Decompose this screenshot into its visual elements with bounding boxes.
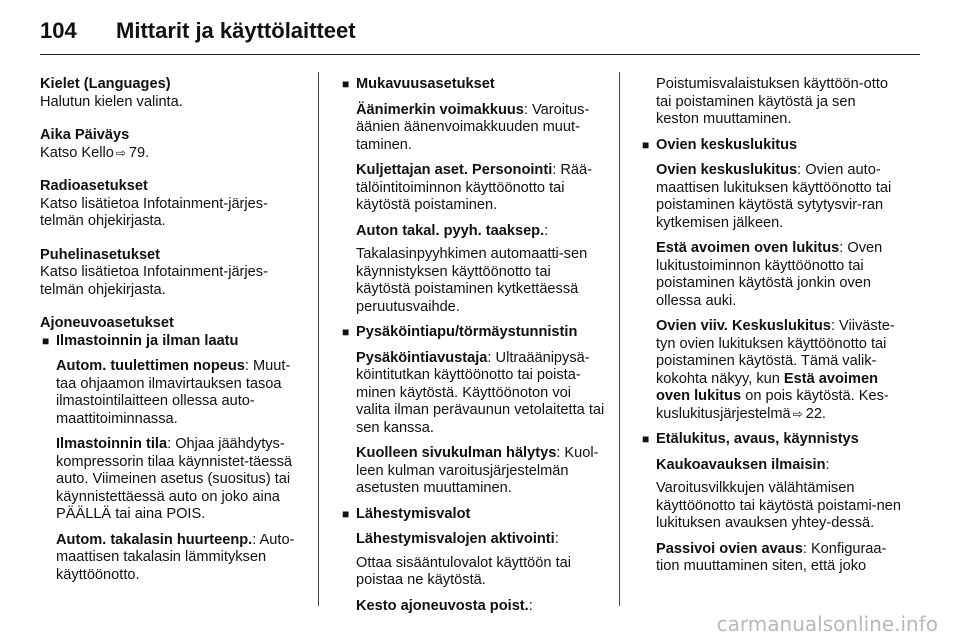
locks-title: Ovien keskuslukitus (656, 136, 798, 153)
languages-title: Kielet (Languages) (40, 76, 171, 92)
prevent-item (656, 240, 902, 310)
radio-text-2: telmän ohjekirjasta. (40, 213, 166, 229)
park-bullet (340, 324, 605, 342)
page-header (40, 14, 920, 55)
driver-item (356, 162, 605, 215)
remote-unlock-text: Varoitusvilkkujen välähtämisen käyttöönotto tai käytöstä poistami-nen lukituksen avauksen yhtey-dessä. (656, 480, 901, 531)
climate-title: Ilmastoinnin ja ilman laatu (56, 332, 239, 349)
delay-text-3: on pois käytöstä. Kes-kuslukitusjärjestelmä (656, 388, 889, 422)
chime-item (356, 102, 605, 155)
phone-title: Puhelinasetukset (40, 246, 161, 263)
auto-fan-title: Autom. tuulettimen nopeus (56, 358, 245, 374)
approach-bullet (340, 506, 605, 524)
chime-title: Äänimerkin voimakkuus (356, 101, 524, 118)
bullet-icon: ■ (42, 333, 50, 348)
bullet-icon: ■ (342, 325, 350, 339)
autolock-title: Ovien keskuslukitus (656, 162, 798, 178)
blind-text: : Kuol-leen kulman varoitusjärjestelmän asetusten muuttaminen. (356, 445, 599, 496)
park-assist-item (356, 350, 605, 438)
autolock-item (656, 162, 902, 232)
exit-colon: : (528, 597, 533, 614)
exit-head (356, 598, 605, 616)
driver-text: : Rää-tälöintitoiminnon käyttöönotto tai käytöstä poistaminen. (356, 162, 592, 213)
ac-mode-title: Ilmastoinnin tila (56, 436, 168, 452)
languages-section (40, 76, 308, 111)
delay-title: Ovien viiv. Keskuslukitus (656, 318, 831, 334)
park-assist-text: : Ultraäänipysä-köintitutkan käyttöönotto tai poista-minen käytöstä. Käyttöönoton voi valita ilman perävaunun vetolaitetta tai sen kanssa. (356, 349, 605, 436)
time-text-line (40, 145, 308, 163)
delay-item (656, 318, 902, 423)
blind-item (356, 445, 605, 498)
time-ref[interactable]: 79. (128, 144, 150, 161)
column-middle (340, 76, 605, 615)
comfort-title: Mukavuusasetukset (356, 76, 495, 92)
auto-fan-text: : Muut-taa ohjaamon ilmavirtauksen tasoa ilmastointilaitteen ollessa auto-maattitoiminnassa. (56, 358, 291, 427)
page-title: Mittarit ja käyttölaitteet (116, 18, 356, 43)
rear-wiper-text: Takalasinpyyhkimen automaatti-sen käynnistyksen käyttöönotto tai käytöstä poistaminen kytkettäessä peruutusvaihde. (356, 246, 588, 315)
prevent-text: : Oven lukitustoiminnon käyttöönotto tai poistaminen käytöstä jonkin oven ollessa auki. (656, 240, 883, 309)
approach-title: Lähestymisvalot (356, 505, 471, 522)
exit-cont-text: Poistumisvalaistuksen käyttöön-otto tai poistaminen käytöstä ja sen keston muuttaminen. (656, 76, 888, 127)
column-divider (619, 72, 620, 606)
delay-ref[interactable]: 22. (805, 405, 826, 422)
ac-mode-item (56, 436, 308, 524)
phone-section (40, 247, 308, 300)
remote-unlock-title: Kaukoavauksen ilmaisin (656, 456, 826, 473)
rear-wiper-head (356, 223, 605, 241)
time-section (40, 127, 308, 162)
rear-wiper-colon: : (544, 222, 549, 239)
time-text: Katso Kello (40, 144, 114, 161)
phone-text-2: telmän ohjekirjasta. (40, 281, 166, 298)
approach-active-text: Ottaa sisääntulovalot käyttöön tai poistaa ne käytöstä. (356, 554, 571, 588)
driver-title: Kuljettajan aset. Personointi (356, 162, 553, 178)
chime-text: : Varoitus-äänien äänenvoimakkuuden muut-taminen. (356, 101, 590, 153)
vehicle-title: Ajoneuvoasetukset (40, 315, 174, 331)
approach-active-head (356, 531, 605, 549)
auto-fan-item (56, 358, 308, 428)
column-left (40, 76, 308, 592)
passive-title: Passivoi ovien avaus (656, 540, 803, 557)
page-ref-arrow-icon: ⇨ (792, 406, 803, 421)
delay-bold-2: Estä avoimen oven lukitus (656, 370, 878, 404)
page-number: 104 (40, 18, 77, 43)
park-assist-title: Pysäköintiavustaja (356, 349, 488, 366)
remote-title: Etälukitus, avaus, käynnistys (656, 431, 859, 447)
autolock-text: : Ovien auto-maattisen lukituksen käyttöönotto tai poistaminen käytöstä sytytysvir-ran kytkemisen jälkeen. (656, 162, 892, 231)
column-divider (318, 72, 319, 606)
remote-unlock-colon: : (825, 456, 830, 473)
vehicle-section (40, 315, 308, 584)
exit-title: Kesto ajoneuvosta poist. (356, 597, 529, 614)
remote-unlock-head (656, 457, 902, 475)
radio-title: Radioasetukset (40, 178, 148, 194)
delay-text-1: : Viiväste-tyn ovien lukituksen käyttöönotto tai poistaminen käytöstä. Tämä valik-kokohta näkyy, kun (656, 318, 895, 387)
bullet-icon: ■ (342, 77, 350, 91)
bullet-icon: ■ (642, 137, 650, 152)
languages-text: Halutun kielen valinta. (40, 93, 183, 110)
page-ref-arrow-icon: ⇨ (115, 145, 126, 160)
radio-section (40, 178, 308, 231)
bullet-icon: ■ (642, 432, 650, 446)
passive-text: : Konfiguraa-tion muuttaminen siten, että joko (656, 540, 887, 574)
ac-mode-text: : Ohjaa jäähdytys-kompressorin tilaa käynnistet-täessä auto. Viimeinen asetus (suositus) tai käynnistettäessä auto on joko aina PÄÄLLÄ tai aina POIS. (56, 436, 293, 522)
time-title: Aika Päiväys (40, 127, 130, 143)
rear-defog-text: : Auto-maattisen takalasin lämmityksen käyttöönotto. (56, 531, 295, 583)
bullet-icon: ■ (342, 506, 350, 521)
column-right (640, 76, 902, 576)
remote-bullet (640, 431, 902, 449)
park-title: Pysäköintiapu/törmäystunnistin (356, 324, 578, 340)
radio-text-1: Katso lisätietoa Infotainment-järjes- (40, 195, 268, 212)
approach-active-title: Lähestymisvalojen aktivointi (356, 531, 555, 547)
rear-defog-title: Autom. takalasin huurteenp. (56, 531, 253, 548)
rear-defog-item (56, 532, 308, 585)
approach-active-colon: : (554, 531, 559, 547)
watermark: carmanualsonline.info (716, 612, 938, 636)
blind-title: Kuolleen sivukulman hälytys (356, 445, 557, 461)
locks-bullet (640, 137, 902, 155)
comfort-bullet (340, 76, 605, 94)
passive-item (656, 541, 902, 576)
rear-wiper-title: Auton takal. pyyh. taaksep. (356, 222, 545, 239)
prevent-title: Estä avoimen oven lukitus (656, 240, 840, 256)
phone-text-1: Katso lisätietoa Infotainment-järjes- (40, 264, 268, 280)
climate-bullet (40, 333, 308, 351)
